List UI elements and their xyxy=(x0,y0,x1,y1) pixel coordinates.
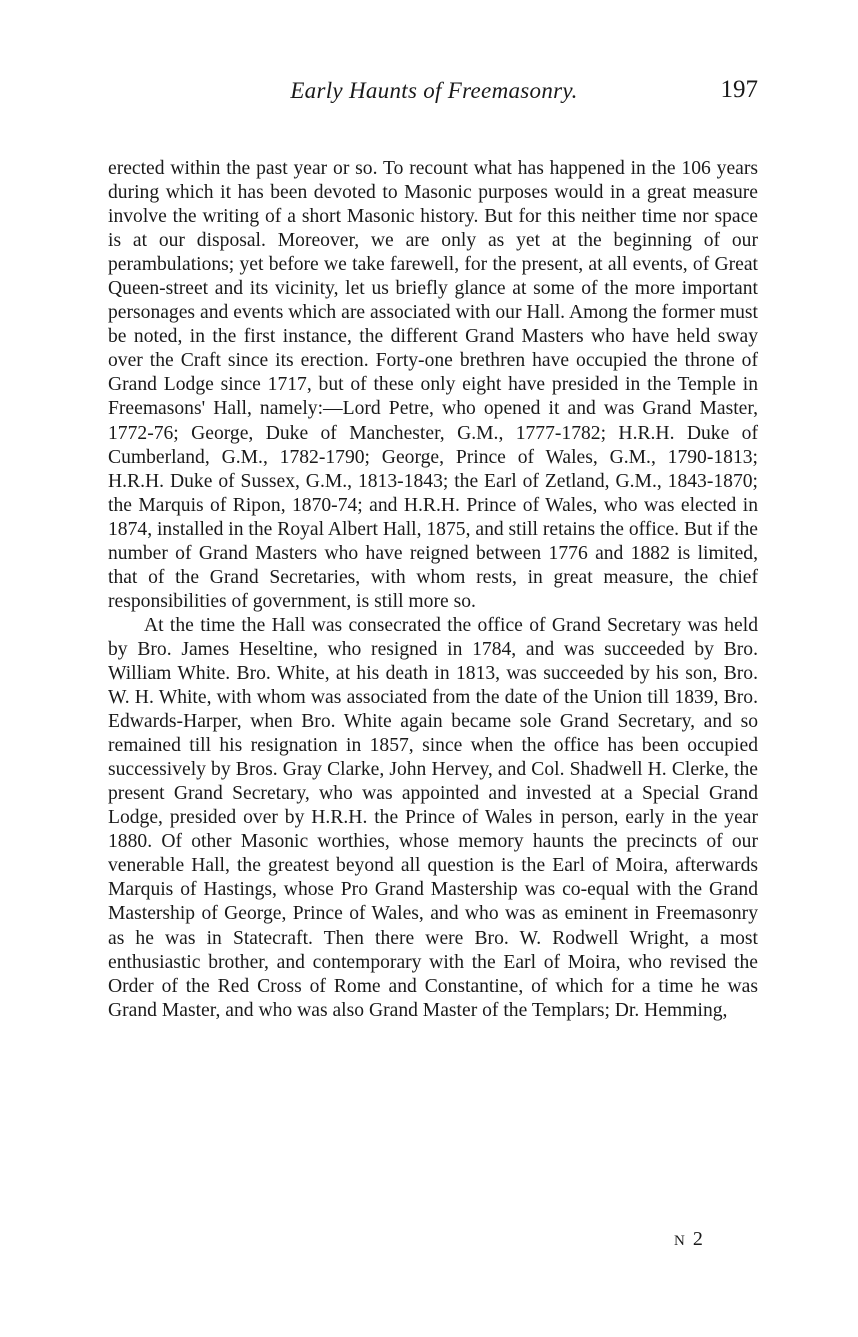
page-number: 197 xyxy=(720,76,758,103)
signature-number: 2 xyxy=(692,1228,704,1250)
signature-mark xyxy=(674,1228,704,1251)
signature-letter: N xyxy=(674,1233,687,1249)
paragraph-1: erected within the past year or so. To recount what has happened in the 106 years during which it has been devoted to Masonic purposes would in a great measure involve the writing of a short Masonic history. But for this neither time nor space is at our disposal. Moreover, we are only as yet at the beginning of our perambulations; yet before we take farewell, for the present, at all events, of Great Queen-street and its vicinity, let us briefly glance at some of the more important personages and events which are associated with our Hall. Among the former must be noted, in the first instance, the different Grand Masters who have held sway over the Craft since its erection. Forty-one brethren have occupied the throne of Grand Lodge since 1717, but of these only eight have presided in the Temple in Freemasons' Hall, namely:—Lord Petre, who opened it and was Grand Master, 1772-76; George, Duke of Manchester, G.M., 1777-1782; H.R.H. Duke of Cumberland, G.M., 1782-1790; George, Prince of Wales, G.M., 1790-1813; H.R.H. Duke of Sussex, G.M., 1813-1843; the Earl of Zetland, G.M., 1843-1870; the Marquis of Ripon, 1870-74; and H.R.H. Prince of Wales, who was elected in 1874, installed in the Royal Albert Hall, 1875, and still retains the office. But if the number of Grand Masters who have reigned between 1776 and 1882 is limited, that of the Grand Secretaries, with whom rests, in great measure, the chief responsibilities of government, is still more so. xyxy=(108,158,758,612)
paragraph-2: At the time the Hall was consecrated the office of Grand Secretary was held by Bro. James Heseltine, who resigned in 1784, and was succeeded by Bro. William White. Bro. White, at his death in 1813, was succeeded by his son, Bro. W. H. White, with whom was associated from the date of the Union till 1839, Bro. Edwards-Harper, when Bro. White again became sole Grand Secretary, and so remained till his resignation in 1857, since when the office has been occupied successively by Bros. Gray Clarke, John Hervey, and Col. Shadwell H. Clerke, the present Grand Secretary, who was appointed and invested at a Special Grand Lodge, presided over by H.R.H. the Prince of Wales in person, early in the year 1880. Of other Masonic worthies, whose memory haunts the precincts of our venerable Hall, the greatest beyond all question is the Earl of Moira, afterwards Marquis of Hastings, whose Pro Grand Mastership was co-equal with the Grand Mastership of George, Prince of Wales, and who was as eminent in Freemasonry as he was in Statecraft. Then there were Bro. W. Rodwell Wright, a most enthusiastic brother, and contemporary with the Earl of Moira, who revised the Order of the Red Cross of Rome and Constantine, of which for a time he was Grand Master, and who was also Grand Master of the Templars; Dr. Hemming, xyxy=(108,614,758,1021)
running-title: Early Haunts of Freemasonry. xyxy=(290,78,578,103)
page-header xyxy=(108,72,760,112)
body-text xyxy=(108,157,758,1023)
